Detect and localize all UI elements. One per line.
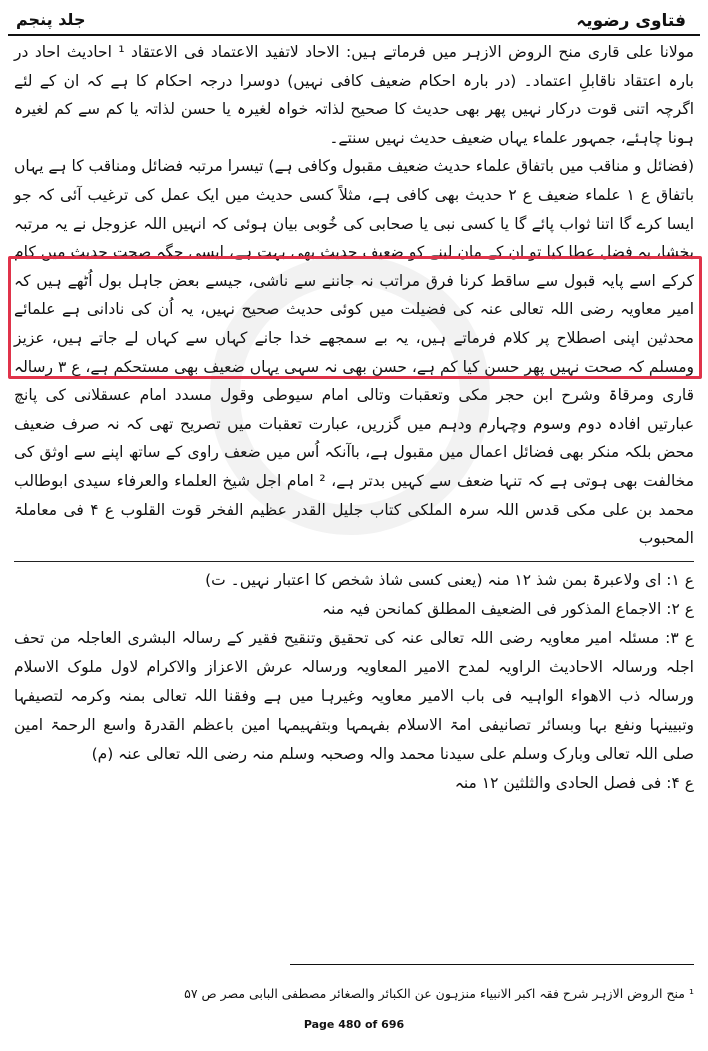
bottom-footnote-rule: [290, 964, 694, 965]
footnote-2: ع ۲: الاجماع المذکور فی الضعیف المطلق کمانحن فیہ منہ: [322, 599, 694, 618]
bottom-footnote: ¹ منح الروض الازہر شرح فقہ اکبر الانبیاء منزہون عن الکبائر والصغائر مصطفی البابی مصر ص ۵۷: [184, 986, 694, 1001]
book-title: فتاوی رضویہ: [576, 11, 686, 31]
paragraph-2: (فضائل و مناقب میں باتفاق علماء حدیث ضعیف مقبول وکافی ہے) تیسرا مرتبہ فضائل ومناقب کا ہے یہاں باتفاق ع ۱ علماء ضعیف ع ۲ حدیث بھی کافی ہے، مثلاً کسی حدیث میں ایک عمل کی ترغیب آئی کہ جو ایسا کرے گا اتنا ثواب پائے گا یا کسی نبی یا صحابی کی خُوبی بیان ہوئی کہ انہیں اللہ عزوجل نے یہ مرتبہ بخشا، یہ فضل عطا کیا تو ان کے مان لینے کو ضعیف حدیث بھی بہت ہے، ایسی جگہ صحت حدیث میں کام کرکے اسے پایہ قبول سے ساقط کرنا فرق مراتب نہ جاننے سے ناشی، جیسے بعض جاہل بول اُٹھے ہیں کہ امیر معاویہ رضی اللہ تعالی عنہ کی فضیلت میں کوئی حدیث صحیح نہیں، یہ اُن کی نادانی ہے علمائے محدثین اپنی اصطلاح پر کلام فرماتے ہیں، یہ بے سمجھے خدا جانے کہاں سے کہاں لے جاتے ہیں، عزیز ومسلم کہ صحت نہیں پھر حسن کیا کم ہے، حسن بھی نہ سہی یہاں ضعیف بھی مستحکم ہے، ع ۳ رسالہ قاری ومرقاۃ وشرح ابن حجر مکی وتعقبات وتالی امام سیوطی وقول مسدد امام عسقلانی کی پانچ عبارتیں افادہ دوم وسوم وچہارم ودہم میں گزریں، عبارت تعقبات میں تصریح تھی کہ نہ صرف ضعیف محض بلکہ منکر بھی فضائل اعمال میں مقبول ہے، باآنکہ اُس میں ضعف راوی کے ساتھ اپنے سے اوثق کی مخالفت بھی ہوتی ہے کہ تنہا ضعف سے کہیں بدتر ہے، ² امام اجل شیخ العلماء والعرفاء سیدی ابوطالب محمد بن علی مکی قدس اللہ سرہ الملکی کتاب جلیل القدر عظیم الفخر قوت القلوب ع ۴ فی معاملۃ المحبوب: [14, 157, 695, 548]
page-number: Page 480 of 696: [303, 1018, 405, 1031]
footnotes: [14, 566, 694, 798]
paragraph-1: مولانا علی قاری منح الروض الازہر میں فرماتے ہیں: الاحاد لاتفید الاعتماد فی الاعتقاد ¹ احادیث احاد در بارہ اعتقاد ناقابلِ اعتماد۔ (در بارہ احکام ضعیف کافی نہیں) دوسرا درجہ احکام کا ہے کہ ان کے لئے اگرچہ اتنی قوت درکار نہیں پھر بھی حدیث کا صحیح لذاتہ خواہ لغیرہ یا حسن لذاتہ یا کم سے کم لغیرہ ہونا چاہئے، جمہور علماء یہاں ضعیف حدیث نہیں سنتے۔: [14, 43, 694, 147]
footnote-1: ع ۱: ای ولاعبرۃ بمن شذ ۱۲ منہ (یعنی کسی شاذ شخص کا اعتبار نہیں۔ ت): [205, 570, 694, 589]
footnote-separator: [14, 561, 694, 562]
header-rule: [8, 34, 700, 36]
volume-label: جلد پنجم: [16, 10, 86, 29]
footnote-4: ع ۴: فی فصل الحادی والثلثین ۱۲ منہ: [454, 773, 694, 792]
page-body: [14, 38, 694, 798]
footnote-3: ع ۳: مسئلہ امیر معاویہ رضی اللہ تعالی عنہ کی تحقیق وتنقیح فقیر کے رسالہ البشری العاجلہ من تحف اجلہ ورسالہ الاحادیث الراویہ لمدح الامیر المعاویہ ورسالہ عرش الاعزاز والاکرام لاول ملوک الاسلام ورسالہ ذب الاھواء الواہیہ فی باب الامیر معاویہ وغیرہا میں ہے وفقنا اللہ تعالی بمنہ وکرمہ لتصیفہا وتبیینہا ونفع بہا وبسائر تصانیفی امۃ الاسلام بفہمہا وبتفہیمہا امین باعظم القدرۃ واسع الرحمۃ امین صلی اللہ تعالی وبارک وسلم علی سیدنا محمد والہ وصحبہ وسلم منہ رضی اللہ تعالی عنہ (م): [14, 628, 694, 763]
